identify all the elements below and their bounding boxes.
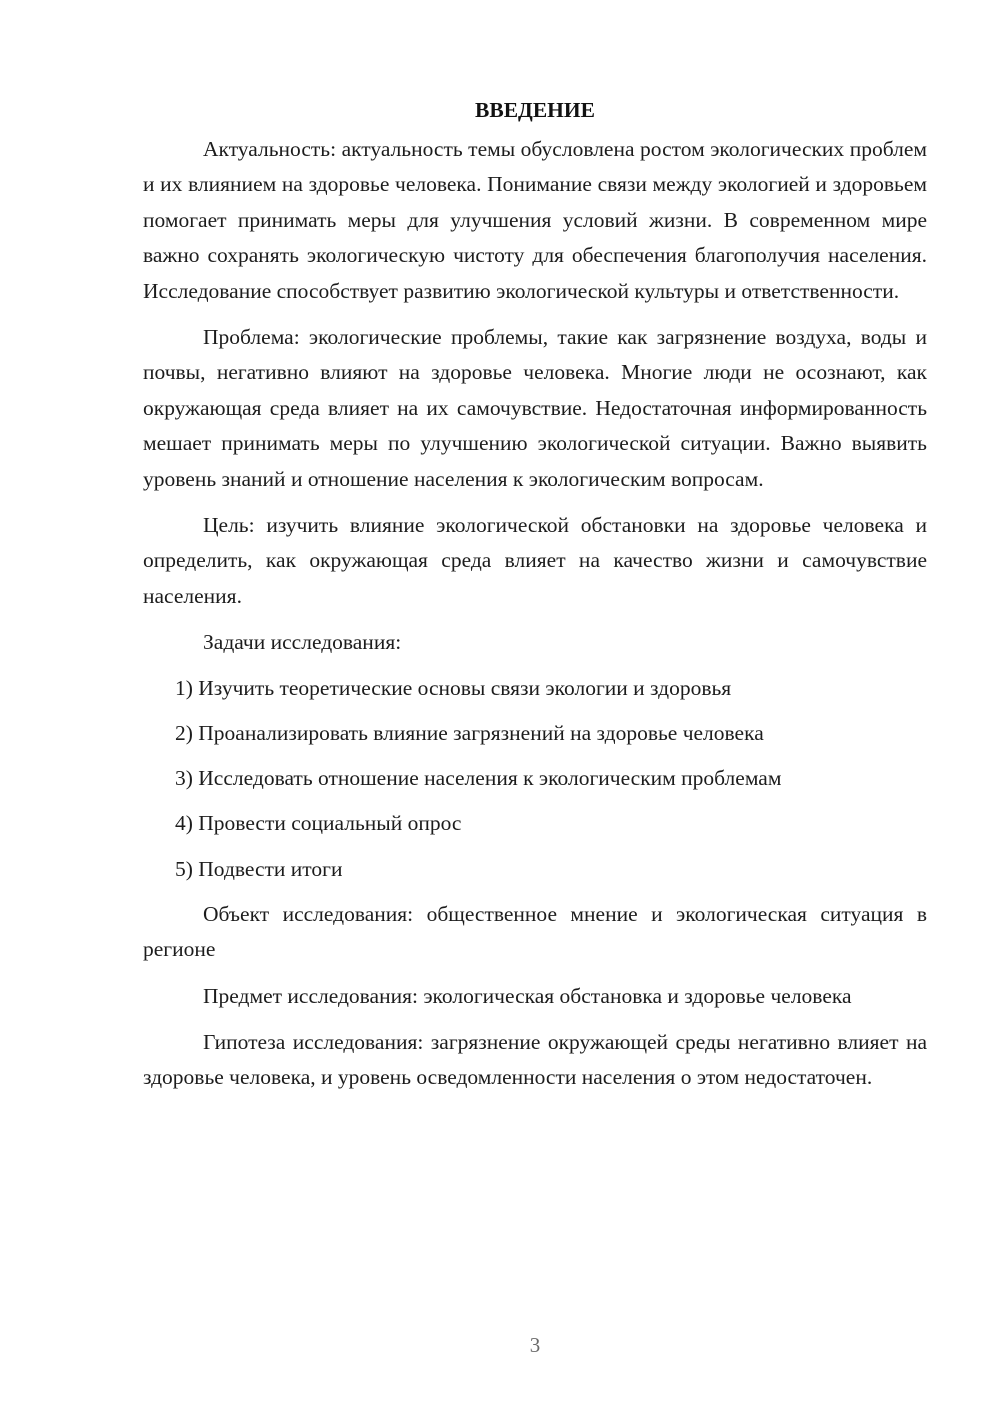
paragraph-relevance: Актуальность: актуальность темы обусловлена ростом экологических проблем и их влиянием на здоровье человека. Понимание связи между экологией и здоровьем помогает принимать меры для улучшения условий жизни. В современном мире важно сохранять экологическую чистоту для обеспечения благополучия населения. Исследование способствует развитию экологической культуры и ответственности. (143, 137, 927, 303)
list-item: 3) Исследовать отношение населения к экологическим проблемам (175, 766, 782, 791)
paragraph-hypothesis: Гипотеза исследования: загрязнение окружающей среды негативно влияет на здоровье человека, и уровень осведомленности населения о этом недостаточен. (143, 1029, 927, 1090)
tasks-list (143, 671, 927, 887)
paragraph-goal: Цель: изучить влияние экологической обстановки на здоровье человека и определить, как окружающая среда влияет на качество жизни и самочувствие населения. (143, 513, 927, 608)
page-title: ВВЕДЕНИЕ (475, 98, 595, 122)
list-item: 4) Провести социальный опрос (175, 811, 462, 836)
list-item: 5) Подвести итоги (175, 856, 343, 881)
paragraph-problem: Проблема: экологические проблемы, такие как загрязнение воздуха, воды и почвы, негативно влияют на здоровье человека. Многие люди не осознают, как окружающая среда влияет на их самочувствие. Недостаточная информированность мешает принимать меры по улучшению экологической ситуации. Важно выявить уровень знаний и отношение населения к экологическим вопросам. (143, 325, 927, 491)
document-body (143, 88, 927, 1096)
tasks-heading: Задачи исследования: (203, 630, 402, 655)
list-item: 1) Изучить теоретические основы связи экологии и здоровья (175, 675, 732, 700)
list-item: 2) Проанализировать влияние загрязнений на здоровье человека (175, 720, 764, 745)
page-number: 3 (529, 1333, 541, 1357)
paragraph-object: Объект исследования: общественное мнение и экологическая ситуация в регионе (143, 901, 927, 962)
paragraph-subject: Предмет исследования: экологическая обстановка и здоровье человека (203, 983, 852, 1008)
